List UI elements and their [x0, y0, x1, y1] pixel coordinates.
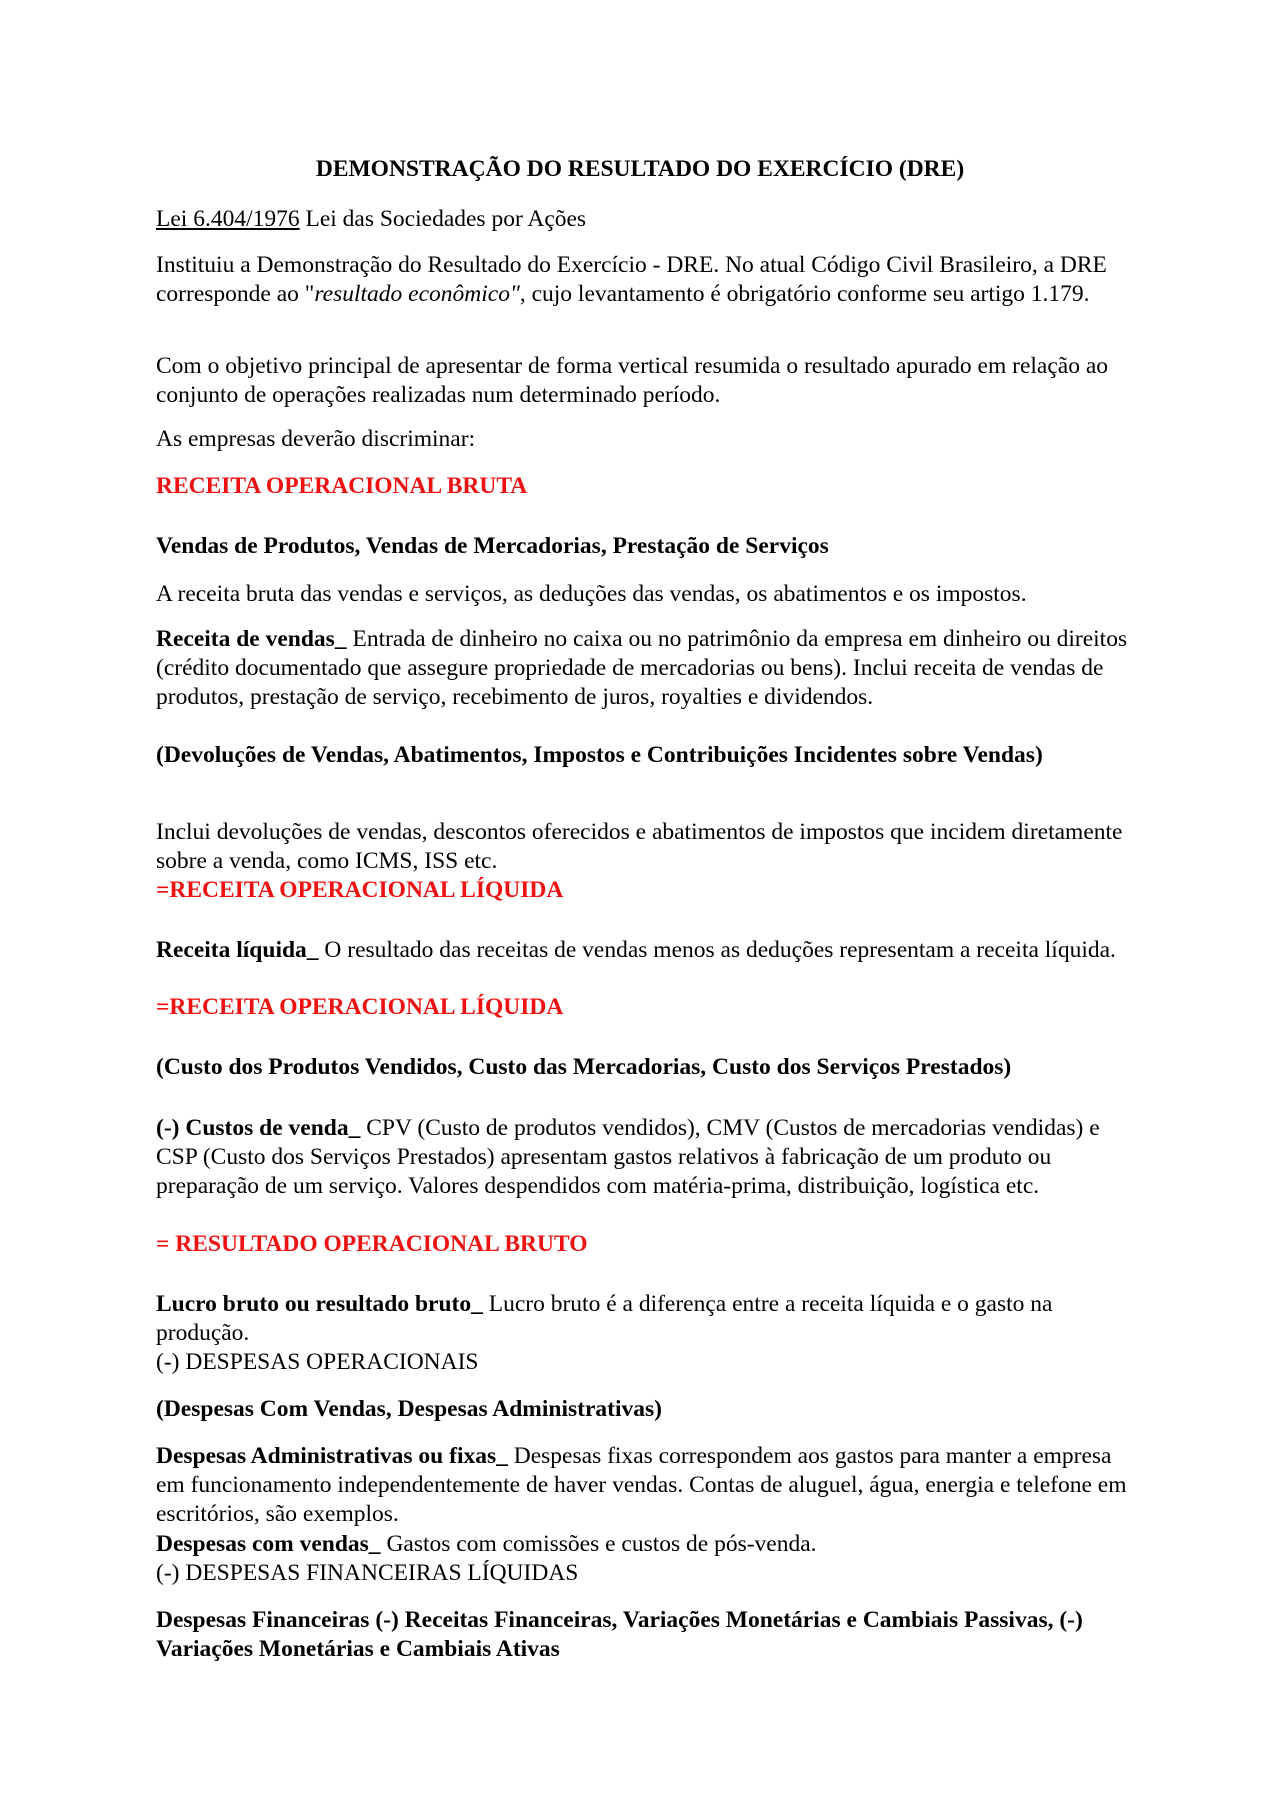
subheading-devolucoes: (Devoluções de Vendas, Abatimentos, Impostos e Contribuições Incidentes sobre Vendas) [156, 742, 1043, 768]
heading-receita-bruta: RECEITA OPERACIONAL BRUTA [156, 473, 528, 499]
intro-paragraph-2: Com o objetivo principal de apresentar de forma vertical resumida o resultado apurado em relação ao conjunto de operações realizadas num determinado período. [156, 353, 1109, 408]
term-receita-vendas: Receita de vendas_ [156, 626, 347, 652]
def-lucro-bruto: Lucro bruto é a diferença entre a receita líquida e o gasto na produção. [156, 1291, 1053, 1346]
def-receita-liquida: O resultado das receitas de vendas menos as deduções representam a receita líquida. [318, 937, 1116, 963]
intro-text-emphasis: resultado econômico" [314, 281, 520, 307]
intro-text-b: , cujo levantamento é obrigatório conforme seu artigo 1.179. [519, 281, 1090, 307]
term-custos-venda: (-) Custos de venda_ [156, 1115, 361, 1141]
def-receita-vendas: Entrada de dinheiro no caixa ou no patrimônio da empresa em dinheiro ou direitos (crédito documentado que assegure propriedade de mercadorias ou bens). Inclui receita de vendas de produtos, prestação de serviço, recebimento de juros, royalties e dividendos. [156, 626, 1128, 710]
heading-receita-liquida-2: =RECEITA OPERACIONAL LÍQUIDA [156, 994, 564, 1020]
definition-despesas-vendas [156, 1530, 1136, 1559]
def-despesas-adm: Despesas fixas correspondem aos gastos para manter a empresa em funcionamento independentemente de haver vendas. Contas de aluguel, água, energia e telefone em escritórios, são exemplos. [156, 1443, 1127, 1527]
subheading-despesas: (Despesas Com Vendas, Despesas Administrativas) [156, 1396, 662, 1422]
heading-resultado-bruto: = RESULTADO OPERACIONAL BRUTO [156, 1231, 588, 1257]
intro-text-a: Instituiu a Demonstração do Resultado do Exercício - DRE. No atual Código Civil Brasileiro, a DRE corresponde ao " [156, 252, 1107, 307]
law-link: Lei 6.404/1976 [156, 206, 300, 232]
subheading-vendas: Vendas de Produtos, Vendas de Mercadorias, Prestação de Serviços [156, 533, 829, 559]
line-despesas-financeiras: (-) DESPESAS FINANCEIRAS LÍQUIDAS [156, 1560, 579, 1586]
heading-receita-liquida-1: =RECEITA OPERACIONAL LÍQUIDA [156, 877, 564, 903]
definition-receita-vendas [156, 625, 1136, 712]
law-reference [156, 205, 1136, 234]
intro-paragraph-1 [156, 251, 1136, 309]
paragraph-devolucoes: Inclui devoluções de vendas, descontos oferecidos e abatimentos de impostos que incidem diretamente sobre a venda, como ICMS, ISS etc. [156, 819, 1123, 874]
term-receita-liquida: Receita líquida_ [156, 937, 319, 963]
definition-receita-liquida [156, 936, 1136, 965]
definition-despesas-adm [156, 1442, 1136, 1529]
definition-lucro-bruto [156, 1290, 1136, 1348]
law-name: Lei das Sociedades por Ações [299, 206, 587, 232]
definition-custos-venda [156, 1114, 1136, 1201]
term-lucro-bruto: Lucro bruto ou resultado bruto_ [156, 1291, 483, 1317]
term-despesas-vendas: Despesas com vendas_ [156, 1531, 381, 1557]
page-title: DEMONSTRAÇÃO DO RESULTADO DO EXERCÍCIO (DRE) [315, 156, 965, 182]
paragraph-receita-bruta: A receita bruta das vendas e serviços, as deduções das vendas, os abatimentos e os impostos. [156, 581, 1027, 607]
def-despesas-vendas: Gastos com comissões e custos de pós-venda. [380, 1531, 817, 1557]
line-despesas-operacionais: (-) DESPESAS OPERACIONAIS [156, 1349, 479, 1375]
intro-paragraph-3: As empresas deverão discriminar: [156, 426, 476, 452]
subheading-custos: (Custo dos Produtos Vendidos, Custo das Mercadorias, Custo dos Serviços Prestados) [156, 1054, 1012, 1080]
def-custos-venda: CPV (Custo de produtos vendidos), CMV (Custos de mercadorias vendidas) e CSP (Custo dos Serviços Prestados) apresentam gastos relativos à fabricação de um produto ou preparação de um serviço. Valores despendidos com matéria-prima, distribuição, logística etc. [156, 1115, 1100, 1199]
term-despesas-adm: Despesas Administrativas ou fixas_ [156, 1443, 508, 1469]
subheading-financeiras: Despesas Financeiras (-) Receitas Financeiras, Variações Monetárias e Cambiais Passivas, (-) Variações Monetárias e Cambiais Ativas [156, 1607, 1083, 1662]
